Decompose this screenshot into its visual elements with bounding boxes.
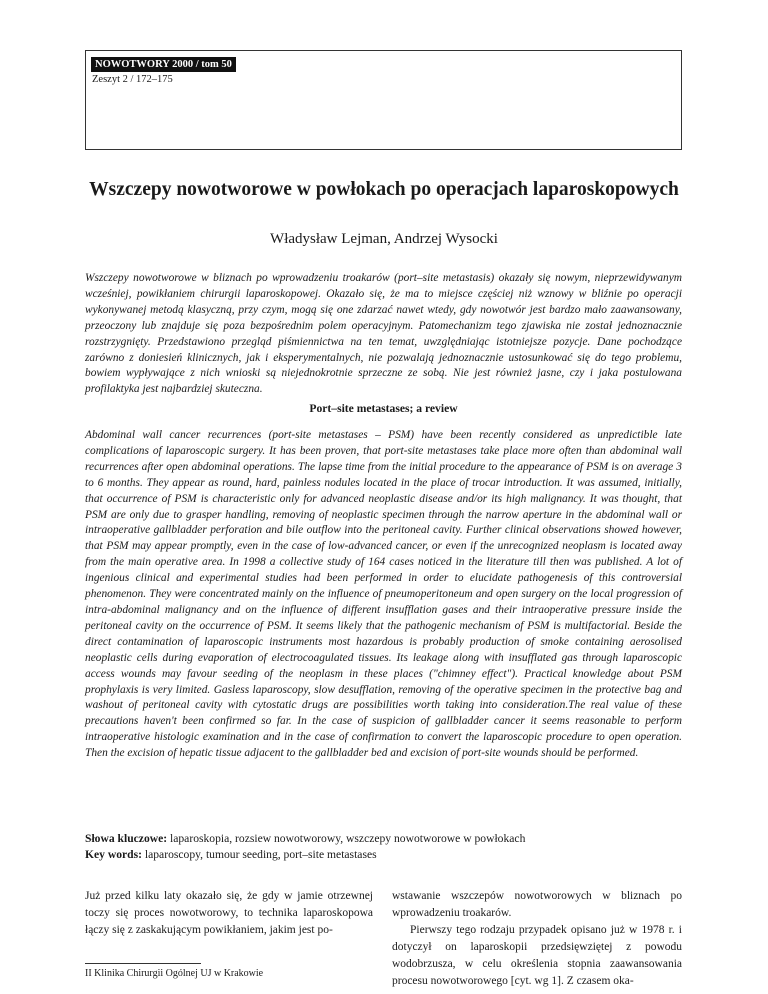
- journal-name: NOWOTWORY 2000 / tom 50: [91, 57, 236, 72]
- affiliation-footnote: II Klinika Chirurgii Ogólnej UJ w Krakowie: [85, 968, 264, 979]
- body-paragraph: wstawanie wszczepów nowotworowych w bliznach po wprowadzeniu troakarów.: [392, 890, 682, 919]
- keywords-polish-label: Słowa kluczowe:: [85, 832, 168, 845]
- keywords-english-text: laparoscopy, tumour seeding, port–site metastases: [142, 848, 377, 861]
- keywords-english: [85, 847, 682, 863]
- body-column-right: [392, 888, 682, 990]
- footnote-divider: [85, 963, 201, 964]
- keywords-block: [85, 831, 682, 863]
- keywords-polish: [85, 831, 682, 847]
- body-column-left: [85, 888, 373, 939]
- abstract-polish: Wszczepy nowotworowe w bliznach po wprowadzeniu troakarów (port–site metastasis) okazały się nowym, nieprzewidywanym wcześniej, powikłaniem chirurgii laparoskopowej. Okazało się, że ma to miejsce częściej niż wznowy w bliźnie po operacji wykonywanej metodą klasyczną, przy czym, mogą się one zdarzać nawet wtedy, gdy nowotwór jest bardzo mało zaawansowany, przeoczony lub znajduje się poza bezpośrednim polem operacyjnym. Patomechanizm tego zjawiska nie został jednoznacznie rozstrzygnięty. Przedstawiono przegląd piśmiennictwa na ten temat, uwzględniając istotniejsze pozycje. Dane pochodzące zarówno z doniesień klinicznych, jak i eksperymentalnych, nie pozwalają jednoznacznie ustosunkować się do tego problemu, bowiem wypływające z nich wnioski są niejednokrotnie sprzeczne ze sobą. Nie jest również jasne, czy i jaka postulowana profilaktyka jest najbardziej skuteczna.: [85, 272, 682, 396]
- article-authors: Władysław Lejman, Andrzej Wysocki: [270, 231, 498, 247]
- abstract-english: Abdominal wall cancer recurrences (port-site metastases – PSM) have been recently considered as unpredictible late complications of laparoscopic surgery. It has been proven, that port-site metastases take place more often than abdominal wall recurrences after open abdominal operations. The lapse time from the initial procedure to the appearance of PSM is on average 3 to 6 months. They appear as round, hard, painless nodules located in the place of trocar introduction. It was assumed, initially, that occurrence of PSM is characteristic only for advanced neoplastic disease and/or its high malignancy. It was thought, that PSM are only due to grasper handling, removing of neoplastic specimen through the narrow aperture in the abdominal wall or intraoperative gallbladder perforation and bile outflow into the peritoneal cavity. Further clinical observations showed however, that PSM may appear promptly, even in the case of low-advanced cancer, or even if the unrecognized neoplasm is located away from the main operative area. In 1998 a collective study of 164 cases noticed in the literature till then was published. A lot of ingenious clinical and experimental studies had been performed in order to elucidate pathogenesis of this controversial phenomenon. They were concentrated mainly on the influence of pneumoperitoneum and open surgery on the local progression of intra-abdominal malignancy and on the influence of different insufflation gases and their intraoperative pressure inside the peritoneal cavity on the occurrence of PSM. It seems likely that the pathogenic mechanism of PSM is multifactorial. Beside the direct contamination of laparoscopic instruments most hazardous is probably production of smoke containing aerosolised neoplastic cells during evaporation of electrocoagulated tissues. Its leakage along with insufflated gas through laparoscopic access wounds may favour seeding of the neoplasm in these places ("chimney effect"). Practical knowledge about PSM prophylaxis is very limited. Gasless laparoscopy, slow desufflation, removing of the operative specimen in the protective bag and washout of peritoneal cavity with cytostatic drugs are possibilities worth taking into consideration.The real value of these precautions haven't been confirmed so far. In the case of suspicion of gallbladder cancer it seems reasonable to perform intraoperative histologic examination and in the case of confirmation to convert the laparoscopic procedure to open operation. Then the excision of hepatic tissue adjacent to the gallbladder bed and excision of port-site wounds should be performed.: [85, 429, 682, 760]
- body-paragraph: Pierwszy tego rodzaju przypadek opisano już w 1978 r. i dotyczył on laparoskopii przedsięwziętej z powodu wodobrzusza, w celu określenia stopnia zaawansowania procesu nowotworowego [cyt. wg 1]. Z czasem oka-: [392, 924, 682, 987]
- english-title: Port–site metastases; a review: [309, 402, 458, 415]
- issue-info: Zeszyt 2 / 172–175: [92, 74, 173, 85]
- keywords-polish-text: laparoskopia, rozsiew nowotworowy, wszczepy nowotworowe w powłokach: [167, 832, 526, 845]
- keywords-english-label: Key words:: [85, 848, 142, 861]
- journal-header-box: [85, 50, 682, 150]
- body-paragraph: Już przed kilku laty okazało się, że gdy w jamie otrzewnej toczy się proces nowotworowy, to technika laparoskopowa łączy się z zaskakującym powikłaniem, jakim jest po-: [85, 890, 373, 936]
- article-title: Wszczepy nowotworowe w powłokach po operacjach laparoskopowych: [89, 179, 679, 200]
